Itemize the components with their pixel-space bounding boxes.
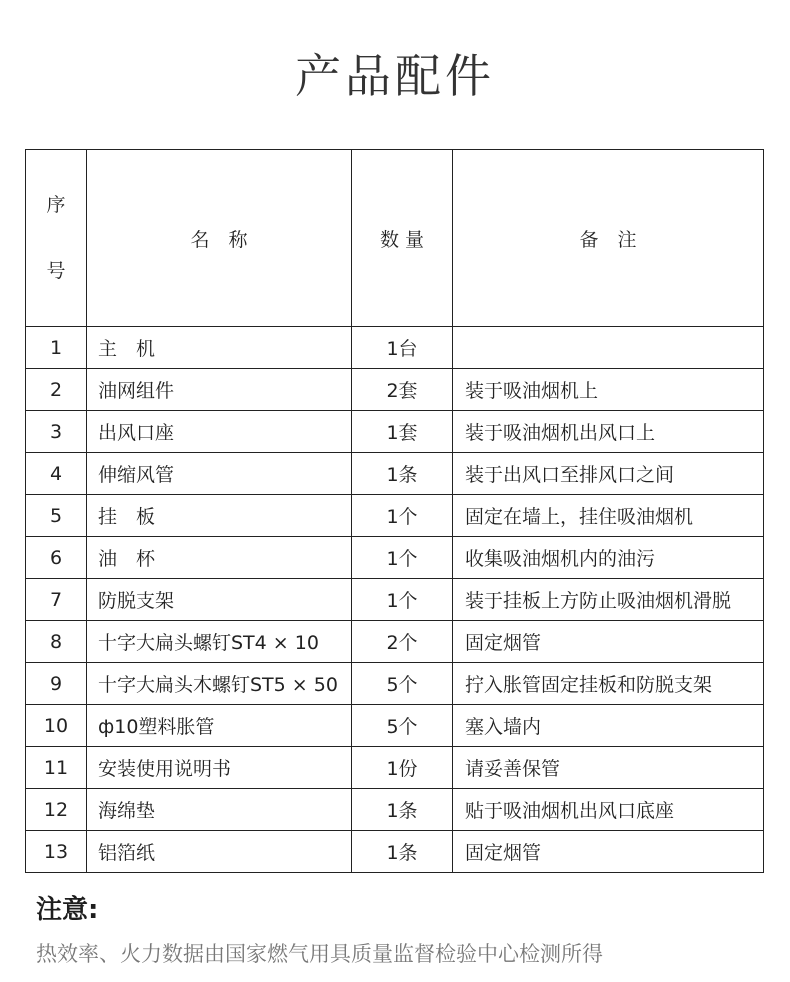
row-index: 4 bbox=[26, 453, 87, 495]
table-row bbox=[26, 453, 764, 495]
row-remark: 拧入胀管固定挂板和防脱支架 bbox=[453, 663, 764, 705]
row-index: 13 bbox=[26, 831, 87, 873]
row-remark: 收集吸油烟机内的油污 bbox=[453, 537, 764, 579]
row-quantity: 1个 bbox=[352, 579, 453, 621]
row-name: 十字大扁头螺钉ST4 × 10 bbox=[87, 621, 352, 663]
row-index: 11 bbox=[26, 747, 87, 789]
row-index: 3 bbox=[26, 411, 87, 453]
table-row bbox=[26, 789, 764, 831]
row-index: 9 bbox=[26, 663, 87, 705]
table-row bbox=[26, 747, 764, 789]
row-quantity: 2套 bbox=[352, 369, 453, 411]
row-quantity: 1套 bbox=[352, 411, 453, 453]
row-index: 6 bbox=[26, 537, 87, 579]
table-row bbox=[26, 537, 764, 579]
table-row bbox=[26, 369, 764, 411]
row-name: 防脱支架 bbox=[87, 579, 352, 621]
header-index bbox=[26, 150, 87, 327]
row-quantity: 5个 bbox=[352, 663, 453, 705]
header-name: 名 称 bbox=[87, 150, 352, 327]
row-quantity: 1台 bbox=[352, 327, 453, 369]
row-index: 1 bbox=[26, 327, 87, 369]
row-name: 挂 板 bbox=[87, 495, 352, 537]
table-row bbox=[26, 327, 764, 369]
row-index: 10 bbox=[26, 705, 87, 747]
row-index: 8 bbox=[26, 621, 87, 663]
row-remark: 贴于吸油烟机出风口底座 bbox=[453, 789, 764, 831]
table-row bbox=[26, 495, 764, 537]
row-name: ф10塑料胀管 bbox=[87, 705, 352, 747]
row-index: 7 bbox=[26, 579, 87, 621]
row-name: 油网组件 bbox=[87, 369, 352, 411]
table-body bbox=[26, 327, 764, 873]
row-name: 铝箔纸 bbox=[87, 831, 352, 873]
row-remark: 装于出风口至排风口之间 bbox=[453, 453, 764, 495]
table-row bbox=[26, 579, 764, 621]
table-row bbox=[26, 663, 764, 705]
row-remark: 塞入墙内 bbox=[453, 705, 764, 747]
row-remark: 装于吸油烟机出风口上 bbox=[453, 411, 764, 453]
row-remark: 固定烟管 bbox=[453, 831, 764, 873]
header-index-line2: 号 bbox=[46, 260, 66, 282]
table-row bbox=[26, 831, 764, 873]
row-name: 安装使用说明书 bbox=[87, 747, 352, 789]
row-remark: 装于吸油烟机上 bbox=[453, 369, 764, 411]
row-quantity: 1个 bbox=[352, 495, 453, 537]
row-name: 主 机 bbox=[87, 327, 352, 369]
row-index: 5 bbox=[26, 495, 87, 537]
row-index: 2 bbox=[26, 369, 87, 411]
notes-text bbox=[36, 937, 776, 971]
row-name: 出风口座 bbox=[87, 411, 352, 453]
header-quantity: 数 量 bbox=[352, 150, 453, 327]
row-quantity: 1个 bbox=[352, 537, 453, 579]
table-header-row bbox=[26, 150, 764, 327]
row-name: 油 杯 bbox=[87, 537, 352, 579]
row-quantity: 2个 bbox=[352, 621, 453, 663]
notes-line: 热效率、火力数据由国家燃气用具质量监督检验中心检测所得 bbox=[36, 942, 603, 966]
row-name: 十字大扁头木螺钉ST5 × 50 bbox=[87, 663, 352, 705]
row-quantity: 1条 bbox=[352, 789, 453, 831]
row-quantity: 1份 bbox=[352, 747, 453, 789]
notes-heading: 注意: bbox=[36, 895, 99, 925]
table-row bbox=[26, 411, 764, 453]
page-title: 产品配件 bbox=[295, 49, 495, 103]
table-row bbox=[26, 705, 764, 747]
row-remark: 请妥善保管 bbox=[453, 747, 764, 789]
row-name: 伸缩风管 bbox=[87, 453, 352, 495]
row-quantity: 1条 bbox=[352, 831, 453, 873]
row-name: 海绵垫 bbox=[87, 789, 352, 831]
row-remark: 装于挂板上方防止吸油烟机滑脱 bbox=[453, 579, 764, 621]
row-quantity: 1条 bbox=[352, 453, 453, 495]
row-quantity: 5个 bbox=[352, 705, 453, 747]
row-index: 12 bbox=[26, 789, 87, 831]
header-remark: 备 注 bbox=[453, 150, 764, 327]
header-index-line1: 序 bbox=[46, 194, 66, 216]
row-remark bbox=[453, 327, 764, 369]
row-remark: 固定烟管 bbox=[453, 621, 764, 663]
row-remark: 固定在墙上，挂住吸油烟机 bbox=[453, 495, 764, 537]
table-row bbox=[26, 621, 764, 663]
parts-table bbox=[25, 149, 764, 873]
